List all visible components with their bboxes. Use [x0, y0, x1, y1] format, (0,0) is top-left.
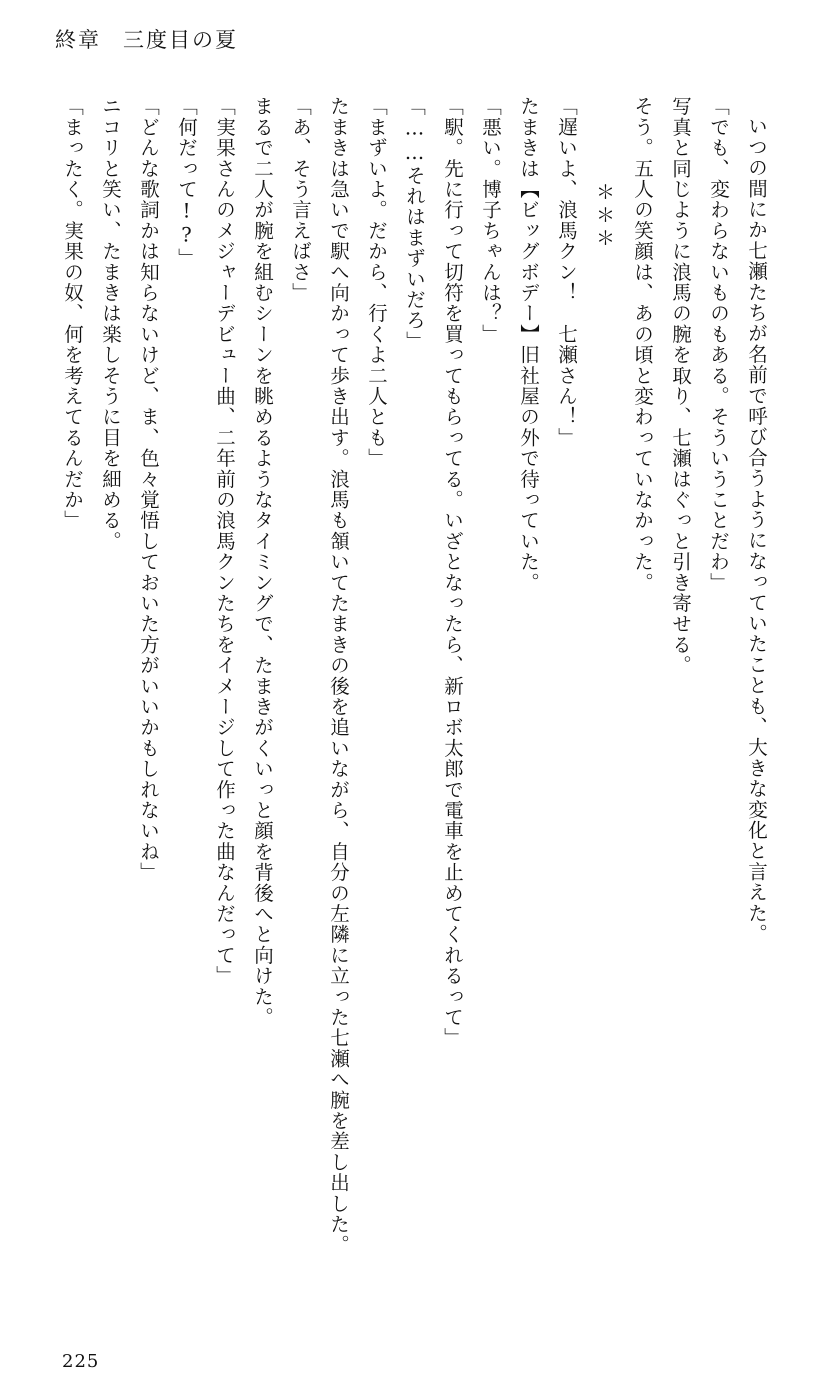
body-paragraph: そう。五人の笑顔は、あの頃と変わっていなかった。 — [631, 96, 654, 593]
body-paragraph: 「遅いよ、浪馬クン！ 七瀬さん！」 — [555, 96, 578, 448]
body-paragraph: たまきは【ビッグボデー】旧社屋の外で待っていた。 — [517, 96, 540, 593]
body-paragraph: 「どんな歌詞かは知らないけど、ま、色々覚悟しておいた方がいいかもしれないね」 — [137, 96, 160, 883]
page-number: 225 — [62, 1351, 100, 1372]
body-paragraph: 「まったく。実果の奴、何を考えてるんだか」 — [61, 96, 84, 531]
body-paragraph: ニコリと笑い、たまきは楽しそうに目を細める。 — [99, 96, 122, 552]
body-paragraph: 「悪い。博子ちゃんは？」 — [479, 96, 502, 345]
body-paragraph: 「実果さんのメジャーデビュー曲、二年前の浪馬クンたちをイメージして作った曲なんだって」 — [213, 96, 236, 987]
body-paragraph: たまきは急いで駅へ向かって歩き出す。浪馬も頷いてたまきの後を追いながら、自分の左隣に立った七瀬へ腕を差し出した。 — [327, 96, 350, 1256]
body-paragraph: 「……それはまずいだろ」 — [403, 96, 426, 352]
chapter-label: 終章 — [55, 28, 101, 52]
scene-separator: ＊＊＊ — [593, 182, 615, 251]
body-paragraph: 「駅。先に行って切符を買ってもらってる。いざとなったら、新ロボ太郎で電車を止めてくれるって」 — [441, 96, 464, 1049]
body-paragraph: まるで二人が腕を組むシーンを眺めるようなタイミングで、たまきがくいっと顔を背後へと向けた。 — [251, 96, 274, 1028]
chapter-heading — [55, 24, 238, 54]
chapter-title: 三度目の夏 — [123, 28, 238, 52]
body-paragraph: 「まずいよ。だから、行くよ二人とも」 — [365, 96, 388, 469]
body-paragraph: いつの間にか七瀬たちが名前で呼び合うようになっていたことも、大きな変化と言えた。 — [745, 115, 768, 944]
body-paragraph: 「あ、そう言えばさ」 — [289, 96, 312, 303]
body-paragraph: 「何だって!?」 — [175, 96, 198, 269]
body-paragraph: 「でも、変わらないものもある。そういうことだわ」 — [707, 96, 730, 593]
body-text — [61, 96, 775, 1296]
body-paragraph: 写真と同じように浪馬の腕を取り、七瀬はぐっと引き寄せる。 — [669, 96, 692, 676]
